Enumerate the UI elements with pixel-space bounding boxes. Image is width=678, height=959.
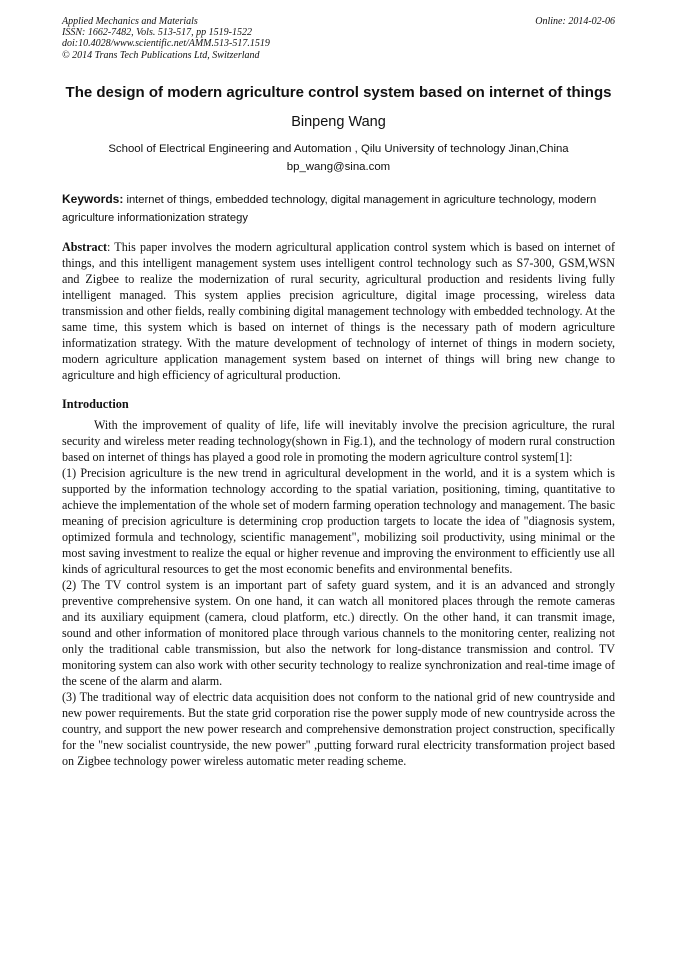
- list-item-meter-reading: (3) The traditional way of electric data acquisition does not conform to the national grid of new countryside and new power requirements. But the state grid corporation rise the power supply mode of new countryside across the country, and support the new power research and comprehensive demonstration project construction, specifically for the "new socialist countryside, the new power" ,putting forward rural electricity transformation project based on Zigbee technology power wireless automatic meter reading scheme.: [62, 689, 615, 768]
- introduction-paragraph: With the improvement of quality of life, life will inevitably involve the precision agriculture, the rural security and wireless meter reading technology(shown in Fig.1), and the technology of modern rural construction based on internet of things has played a good role in promoting the modern agriculture control system[1]:: [62, 417, 615, 464]
- online-date: Online: 2014-02-06: [535, 16, 615, 27]
- list-item-precision-agriculture: (1) Precision agriculture is the new trend in agricultural development in the world, and it is a system which is supported by the information technology according to the spatial variation, positioning, timing, quantitative to achieve the implementation of the whole set of modern farming operation technology and management. The basic meaning of precision agriculture is determining crop production targets to locate the idea of "diagnosis system, optimized formula and technology, scientific management", mobilizing soil productivity, using minimal or the most saving investment to realize the equal or higher revenue and improving the environment to efficiently use all kinds of agricultural resources to get the most economic benefits and environmental benefits.: [62, 465, 615, 576]
- abstract-text: : This paper involves the modern agricultural application control system which is based on internet of things, and this intelligent management system uses intelligent control technology such as S7-300, GSM,WSN and Zigbee to realize the modernization of rural security, agricultural production and residents living fully intelligent managed. This system applies precision agriculture, digital image processing, wireless data transmission and other fields, really combining digital management technology with embedded technology. At the same time, this system which is based on internet of things is the necessary path of modern agriculture informatization strategy. With the mature development of technology of internet of things in modern society, modern agriculture application management system based on internet of things will bring new change to agriculture and high efficiency of agricultural production.: [62, 239, 615, 382]
- affiliation: School of Electrical Engineering and Automation , Qilu University of technology Jinan,China: [108, 142, 569, 155]
- keywords-block: [62, 190, 615, 227]
- copyright-line: © 2014 Trans Tech Publications Ltd, Switzerland: [62, 49, 260, 61]
- affiliation-block: [62, 140, 615, 176]
- doi-line: doi:10.4028/www.scientific.net/AMM.513-517.1519: [62, 38, 270, 50]
- introduction-heading: Introduction: [62, 396, 129, 411]
- publication-header: [62, 16, 615, 61]
- author-email: bp_wang@sina.com: [286, 160, 391, 173]
- journal-name: Applied Mechanics and Materials: [62, 16, 198, 27]
- paper-title: The design of modern agriculture control system based on internet of things: [65, 83, 612, 101]
- list-item-tv-control: (2) The TV control system is an important part of safety guard system, and it is an advanced and strongly preventive comprehensive system. On one hand, it can watch all monitored places through the remote cameras and its auxiliary equipment (camera, cloud platform, etc.) directly. On the other hand, it can transmit image, sound and other information of monitored place through various channels to the monitoring center, realizing not only the traditional cable transmission, but also the network for long-distance transmission and control. TV monitoring system can also work with other security technology to realize synchronization and real-time image of the scene of the alarm and alarm.: [62, 577, 615, 688]
- abstract-block: [62, 239, 615, 383]
- issn-line: ISSN: 1662-7482, Vols. 513-517, pp 1519-1522: [62, 27, 252, 39]
- abstract-label: Abstract: [62, 239, 108, 254]
- keywords-text: internet of things, embedded technology, digital management in agriculture technology, modern agriculture informationization strategy: [62, 193, 597, 224]
- author-name: Binpeng Wang: [291, 113, 386, 130]
- paper-page: [62, 16, 615, 769]
- keywords-label: Keywords:: [62, 191, 124, 206]
